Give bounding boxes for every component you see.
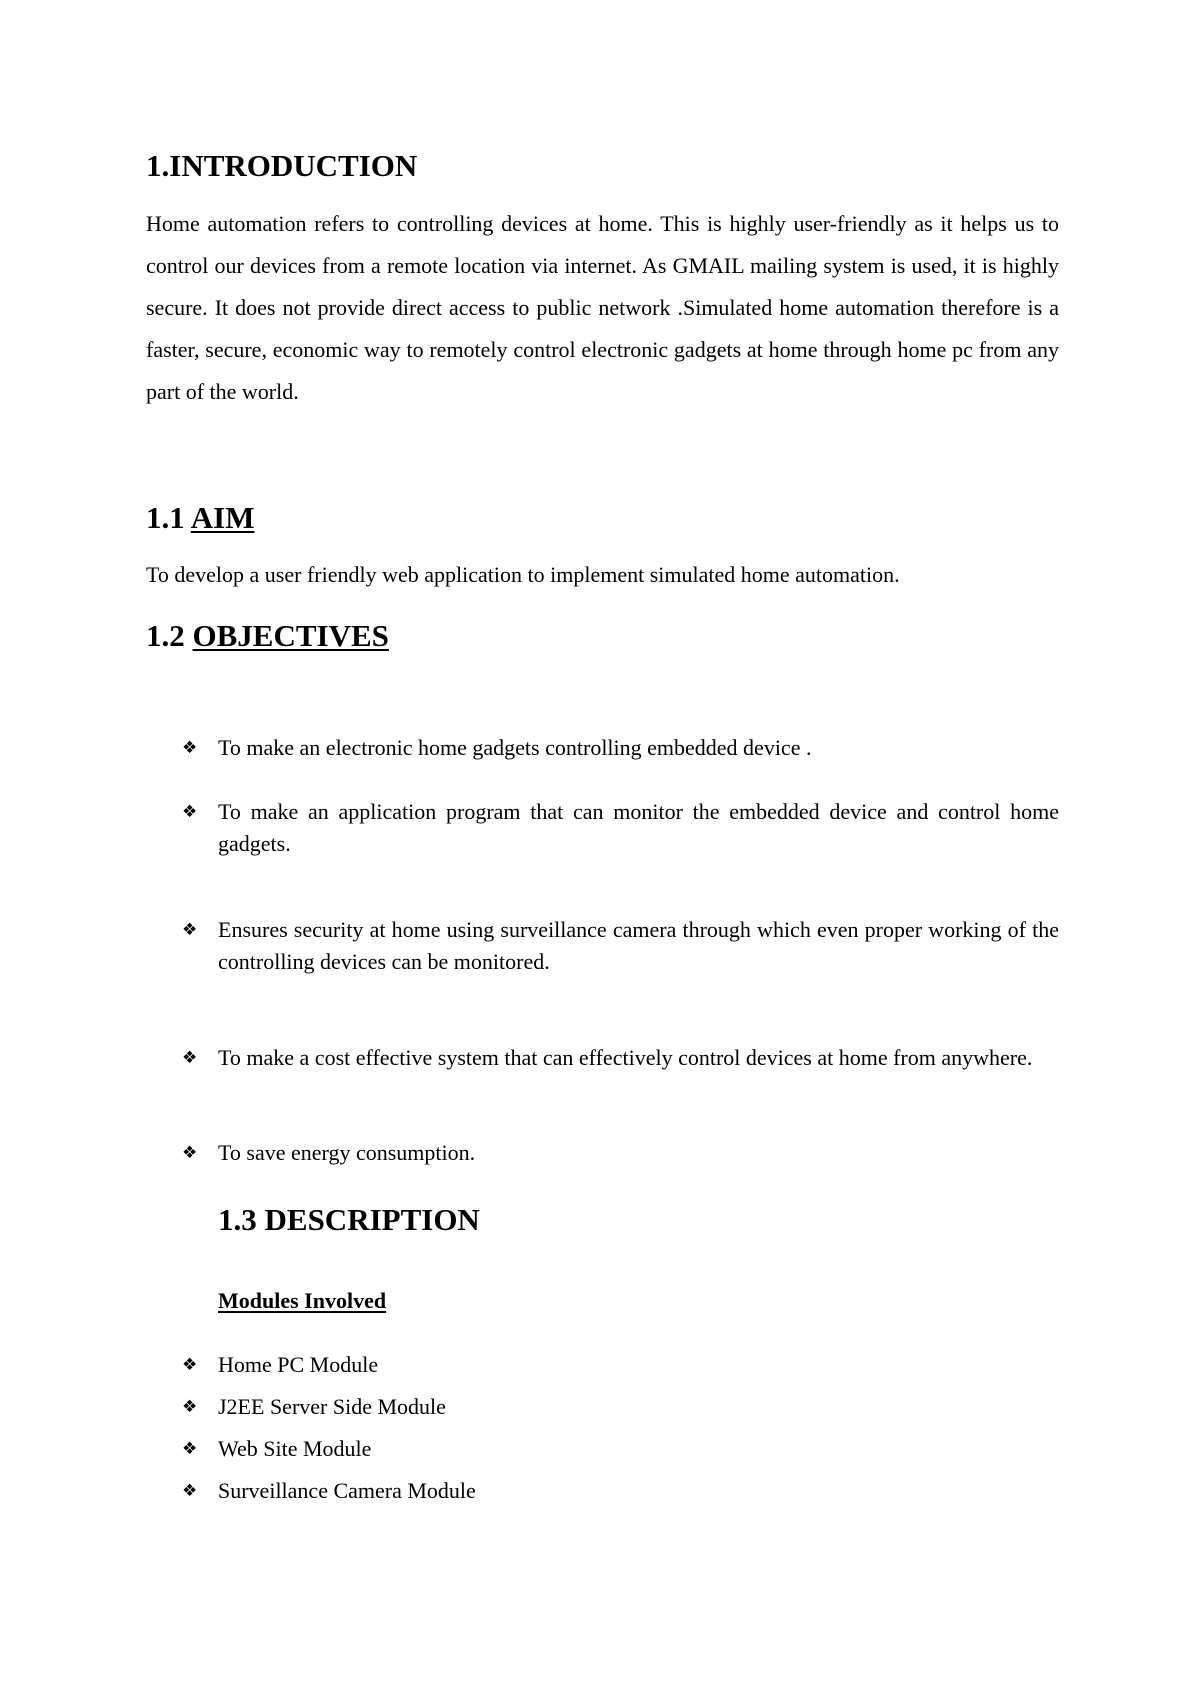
module-item — [182, 1350, 378, 1380]
objectives-number: 1.2 — [146, 618, 185, 653]
objective-item-text: To make an application program that can monitor the embedded device and control home gadgets. — [218, 799, 1059, 856]
module-item — [182, 1476, 476, 1506]
objective-item — [182, 1042, 1059, 1074]
module-item — [182, 1392, 446, 1422]
diamond-bullet-icon: ❖ — [182, 1355, 198, 1375]
module-item-text: J2EE Server Side Module — [218, 1394, 446, 1419]
diamond-bullet-icon: ❖ — [182, 738, 198, 758]
diamond-bullet-icon: ❖ — [182, 1048, 198, 1068]
aim-text: To develop a user friendly web application to implement simulated home automation. — [146, 562, 900, 587]
objective-item-text: To save energy consumption. — [218, 1140, 476, 1165]
objective-item — [182, 1137, 1059, 1169]
objective-item-text: To make a cost effective system that can effectively control devices at home from anywhere. — [218, 1045, 1033, 1070]
objective-item — [182, 796, 1059, 860]
objectives-title: OBJECTIVES — [192, 618, 389, 653]
module-item — [182, 1434, 371, 1464]
aim-number: 1.1 — [146, 500, 185, 535]
objective-item — [182, 914, 1059, 978]
diamond-bullet-icon: ❖ — [182, 1481, 198, 1501]
module-item-text: Web Site Module — [218, 1436, 372, 1461]
introduction-heading: 1.INTRODUCTION — [146, 148, 418, 183]
diamond-bullet-icon: ❖ — [182, 1143, 198, 1163]
aim-heading — [146, 500, 255, 536]
introduction-paragraph: Home automation refers to controlling devices at home. This is highly user-friendly as it helps us to control our devices from a remote location via internet. As GMAIL mailing system is used, it is highly secure. It does not provide direct access to public network .Simulated home automation therefore is a faster, secure, economic way to remotely control electronic gadgets at home through home pc from any part of the world. — [146, 211, 1059, 404]
module-item-text: Home PC Module — [218, 1352, 379, 1377]
diamond-bullet-icon: ❖ — [182, 802, 198, 822]
diamond-bullet-icon: ❖ — [182, 1397, 198, 1417]
objective-item-text: Ensures security at home using surveillance camera through which even proper working of the controlling devices can be monitored. — [218, 917, 1059, 974]
aim-title: AIM — [190, 500, 255, 535]
modules-involved-title: Modules Involved — [218, 1288, 387, 1313]
objective-item — [182, 732, 1059, 764]
diamond-bullet-icon: ❖ — [182, 1439, 198, 1459]
objective-item-text: To make an electronic home gadgets controlling embedded device . — [218, 735, 812, 760]
diamond-bullet-icon: ❖ — [182, 920, 198, 940]
module-item-text: Surveillance Camera Module — [218, 1478, 476, 1503]
objectives-heading — [146, 618, 389, 654]
description-heading: 1.3 DESCRIPTION — [218, 1202, 480, 1237]
